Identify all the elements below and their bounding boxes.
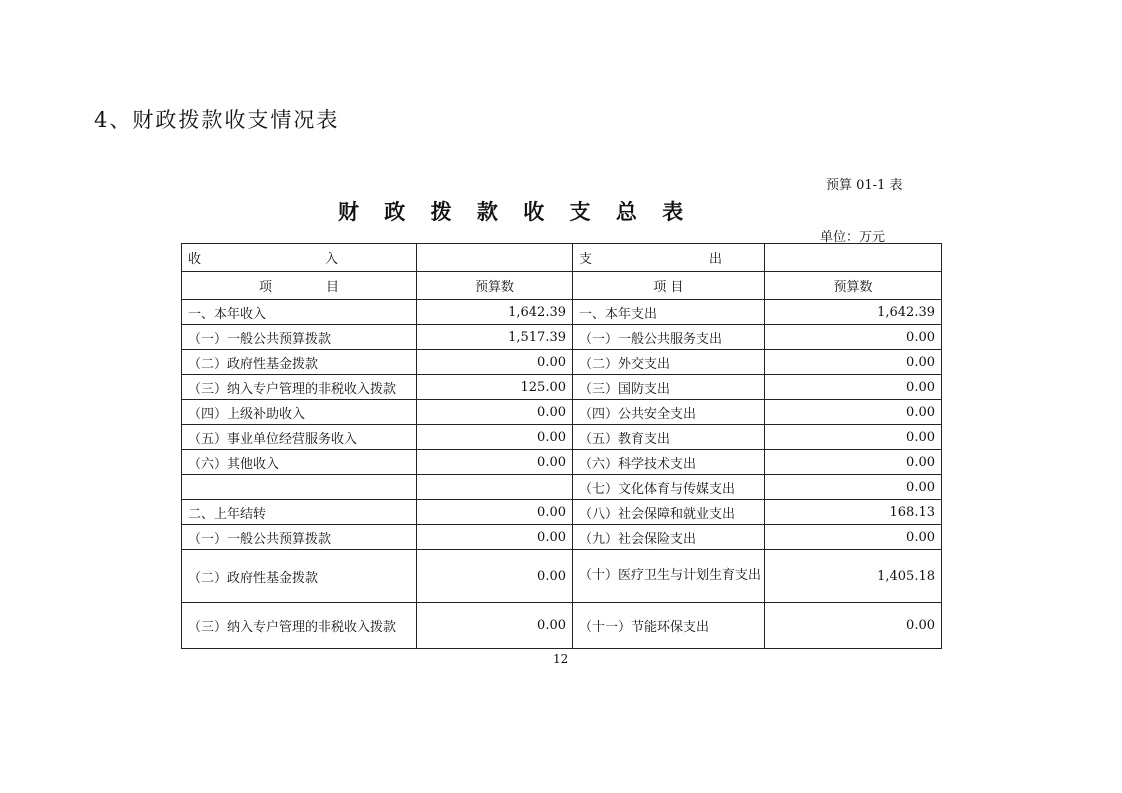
item-header-income	[182, 272, 417, 300]
item-header-expense: 项 目	[573, 272, 765, 300]
income-item	[182, 475, 417, 500]
expense-value: 168.13	[765, 500, 942, 525]
expense-item: （一）一般公共服务支出	[573, 325, 765, 350]
table-row	[182, 350, 942, 375]
income-value: 0.00	[417, 525, 573, 550]
income-header-left: 收	[188, 252, 202, 267]
table-row	[182, 425, 942, 450]
income-value: 0.00	[417, 350, 573, 375]
income-item: （一）一般公共预算拨款	[182, 525, 417, 550]
table-title: 财 政 拨 款 收 支 总 表	[338, 199, 693, 224]
expense-value: 0.00	[765, 450, 942, 475]
table-row	[182, 603, 942, 649]
expense-value: 1,642.39	[765, 300, 942, 325]
income-item: （一）一般公共预算拨款	[182, 325, 417, 350]
income-value: 0.00	[417, 400, 573, 425]
unit-label: 单位：万元	[820, 230, 886, 245]
expense-header-right: 出	[708, 252, 722, 267]
budget-header-income: 预算数	[417, 272, 573, 300]
table-row	[182, 450, 942, 475]
table-row	[182, 400, 942, 425]
item-header-left: 项	[258, 280, 272, 295]
expense-item: （四）公共安全支出	[573, 400, 765, 425]
form-number: 预算 01-1 表	[826, 178, 903, 193]
expense-item: （七）文化体育与传媒支出	[573, 475, 765, 500]
table-row	[182, 500, 942, 525]
table-row	[182, 325, 942, 350]
income-value: 0.00	[417, 425, 573, 450]
expense-item: 一、本年支出	[573, 300, 765, 325]
expense-item: （三）国防支出	[573, 375, 765, 400]
expense-value: 0.00	[765, 400, 942, 425]
header-row-income-expense	[182, 244, 942, 272]
header-row-columns	[182, 272, 942, 300]
income-item: 二、上年结转	[182, 500, 417, 525]
table-row	[182, 375, 942, 400]
income-item: （六）其他收入	[182, 450, 417, 475]
expense-item: （八）社会保障和就业支出	[573, 500, 765, 525]
expense-header-blank	[765, 244, 942, 272]
income-value: 0.00	[417, 550, 573, 603]
expense-value: 0.00	[765, 525, 942, 550]
income-item: （五）事业单位经营服务收入	[182, 425, 417, 450]
expense-header-left: 支	[579, 252, 593, 267]
income-value: 1,642.39	[417, 300, 573, 325]
income-item: （四）上级补助收入	[182, 400, 417, 425]
income-item: （二）政府性基金拨款	[182, 550, 417, 603]
income-value: 1,517.39	[417, 325, 573, 350]
page-number: 12	[553, 652, 569, 666]
income-item: （三）纳入专户管理的非税收入拨款	[182, 603, 417, 649]
table-row	[182, 300, 942, 325]
income-value: 125.00	[417, 375, 573, 400]
item-header-right: 目	[326, 280, 340, 295]
income-item: 一、本年收入	[182, 300, 417, 325]
expense-item: （五）教育支出	[573, 425, 765, 450]
income-value: 0.00	[417, 603, 573, 649]
income-value: 0.00	[417, 500, 573, 525]
expense-value: 0.00	[765, 375, 942, 400]
income-header-blank	[417, 244, 573, 272]
income-item: （二）政府性基金拨款	[182, 350, 417, 375]
expense-item: （十）医疗卫生与计划生育支出	[573, 550, 765, 603]
expense-value: 0.00	[765, 325, 942, 350]
income-header-right: 入	[324, 252, 338, 267]
expense-item: （二）外交支出	[573, 350, 765, 375]
income-item: （三）纳入专户管理的非税收入拨款	[182, 375, 417, 400]
expense-value: 0.00	[765, 350, 942, 375]
budget-table	[181, 243, 942, 649]
expense-value: 0.00	[765, 475, 942, 500]
table-row	[182, 550, 942, 603]
expense-item: （十一）节能环保支出	[573, 603, 765, 649]
expense-value: 0.00	[765, 603, 942, 649]
expense-value: 0.00	[765, 425, 942, 450]
table-row	[182, 525, 942, 550]
budget-header-expense: 预算数	[765, 272, 942, 300]
table-row	[182, 475, 942, 500]
income-value	[417, 475, 573, 500]
section-title: 4、财政拨款收支情况表	[94, 108, 340, 132]
expense-value: 1,405.18	[765, 550, 942, 603]
expense-item: （六）科学技术支出	[573, 450, 765, 475]
income-value: 0.00	[417, 450, 573, 475]
income-header	[182, 244, 417, 272]
expense-header	[573, 244, 765, 272]
expense-item: （九）社会保险支出	[573, 525, 765, 550]
